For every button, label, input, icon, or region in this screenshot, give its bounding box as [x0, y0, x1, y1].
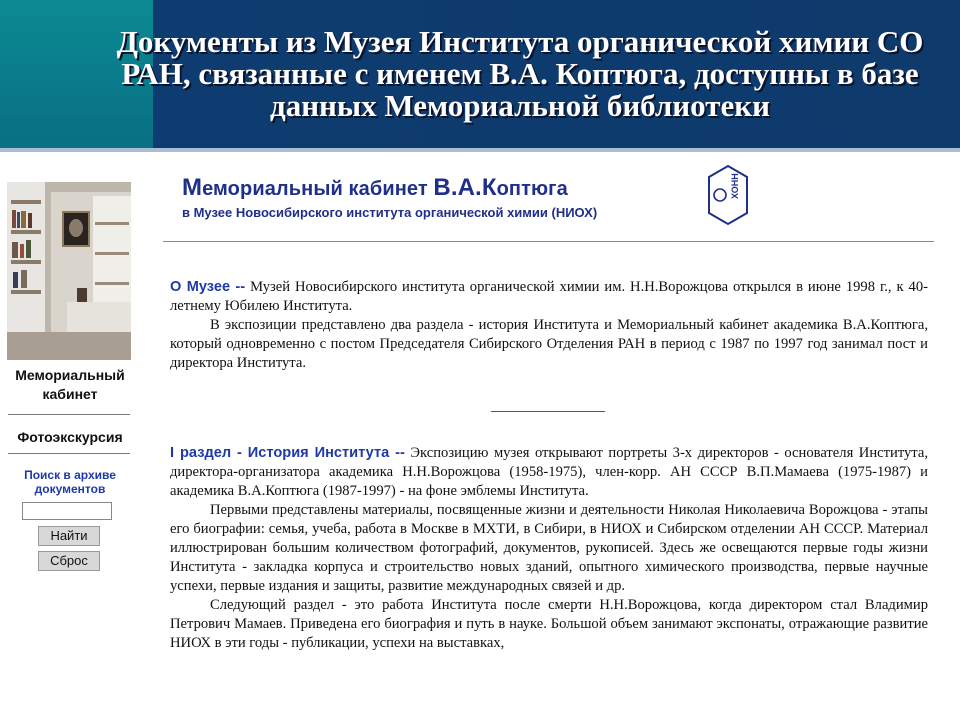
institute-logo-icon: [706, 164, 750, 226]
memorial-room-link[interactable]: Мемориальный кабинет: [15, 367, 125, 402]
header-rule: [163, 241, 934, 242]
reset-button[interactable]: Сброс: [38, 551, 100, 571]
photo-tour-link[interactable]: Фотоэкскурсия: [17, 429, 123, 445]
about-section: [170, 278, 928, 373]
page-subtitle: в Музее Новосибирского института органической химии (НИОХ): [182, 205, 598, 220]
logo-text: ХОНН: [730, 173, 740, 199]
search-input[interactable]: [22, 502, 112, 520]
slide-title: Документы из Музея Института органической химии СО РАН, связанные с именем В.А. Коптюга, доступны в базе данных Мемориальной библиотеки: [116, 24, 924, 123]
room-photo-image: [7, 182, 131, 360]
section1-lead: I раздел - История Института --: [170, 445, 405, 461]
web-page: [0, 152, 960, 720]
section1-text: Экспозицию музея открывают портреты 3-х директоров - основателя Института, директора-организатора академика Н.Н.Ворожцова (1958-1975), член-корр. АН СССР В.П.Мамаева (1975-1987) и академика В.А.Коптюга (1987-1997) - на фоне эмблемы Института.: [170, 445, 928, 499]
section-1: [170, 444, 928, 653]
about-text: Музей Новосибирского института органической химии им. Н.Н.Ворожцова открылся в июне 1998 г., к 40-летнему Юбилею Института.: [170, 279, 929, 314]
section1-text-2: Первыми представлены материалы, посвященные жизни и деятельности Николая Николаевича Ворожцова - этапы его биографии: семья, учеба, работа в Москве в МХТИ, в Сибири, в НИОХ и Сибирском отделении АН СССР. Материал иллюстрирован большим количеством фотографий, документов, рукописей. Здесь же освещаются первые годы жизни Института - закладка корпуса и строительство новых зданий, опытного химического производства, первые научные успехи, первые издания и защиты, развитие международных связей и др.: [170, 502, 928, 594]
search-archive-label: Поиск в архиве документов: [24, 468, 116, 496]
about-text-2: В экспозиции представлено два раздела - история Института и Мемориальный кабинет академика В.А.Коптюга, который одновременно с постом Председателя Сибирского Отделения РАН в период с 1987 по 1997 год занимал пост и директора Института.: [170, 317, 928, 371]
page-title-initial: М: [182, 174, 203, 201]
page-title-name-initial: В.А.К: [433, 174, 497, 201]
page-title: [182, 174, 568, 202]
section-divider: [491, 411, 605, 412]
slide-header: [0, 0, 960, 148]
sidebar-divider: [8, 453, 130, 454]
page-title-text: емориальный кабинет: [202, 178, 434, 200]
about-lead: О Музее --: [170, 279, 246, 295]
page-title-name: оптюга: [496, 178, 568, 200]
sidebar-divider: [8, 414, 130, 415]
find-button[interactable]: Найти: [38, 526, 100, 546]
memorial-room-photo[interactable]: [7, 182, 131, 360]
section1-text-3: Следующий раздел - это работа Института после смерти Н.Н.Ворожцова, когда директором стал Владимир Петрович Мамаев. Приведена его биография и путь в науке. Большой объем занимают экспонаты, отражающие развитие НИОХ в эти годы - публикации, успехи на выставках,: [170, 597, 928, 651]
left-sidebar: [0, 152, 150, 720]
